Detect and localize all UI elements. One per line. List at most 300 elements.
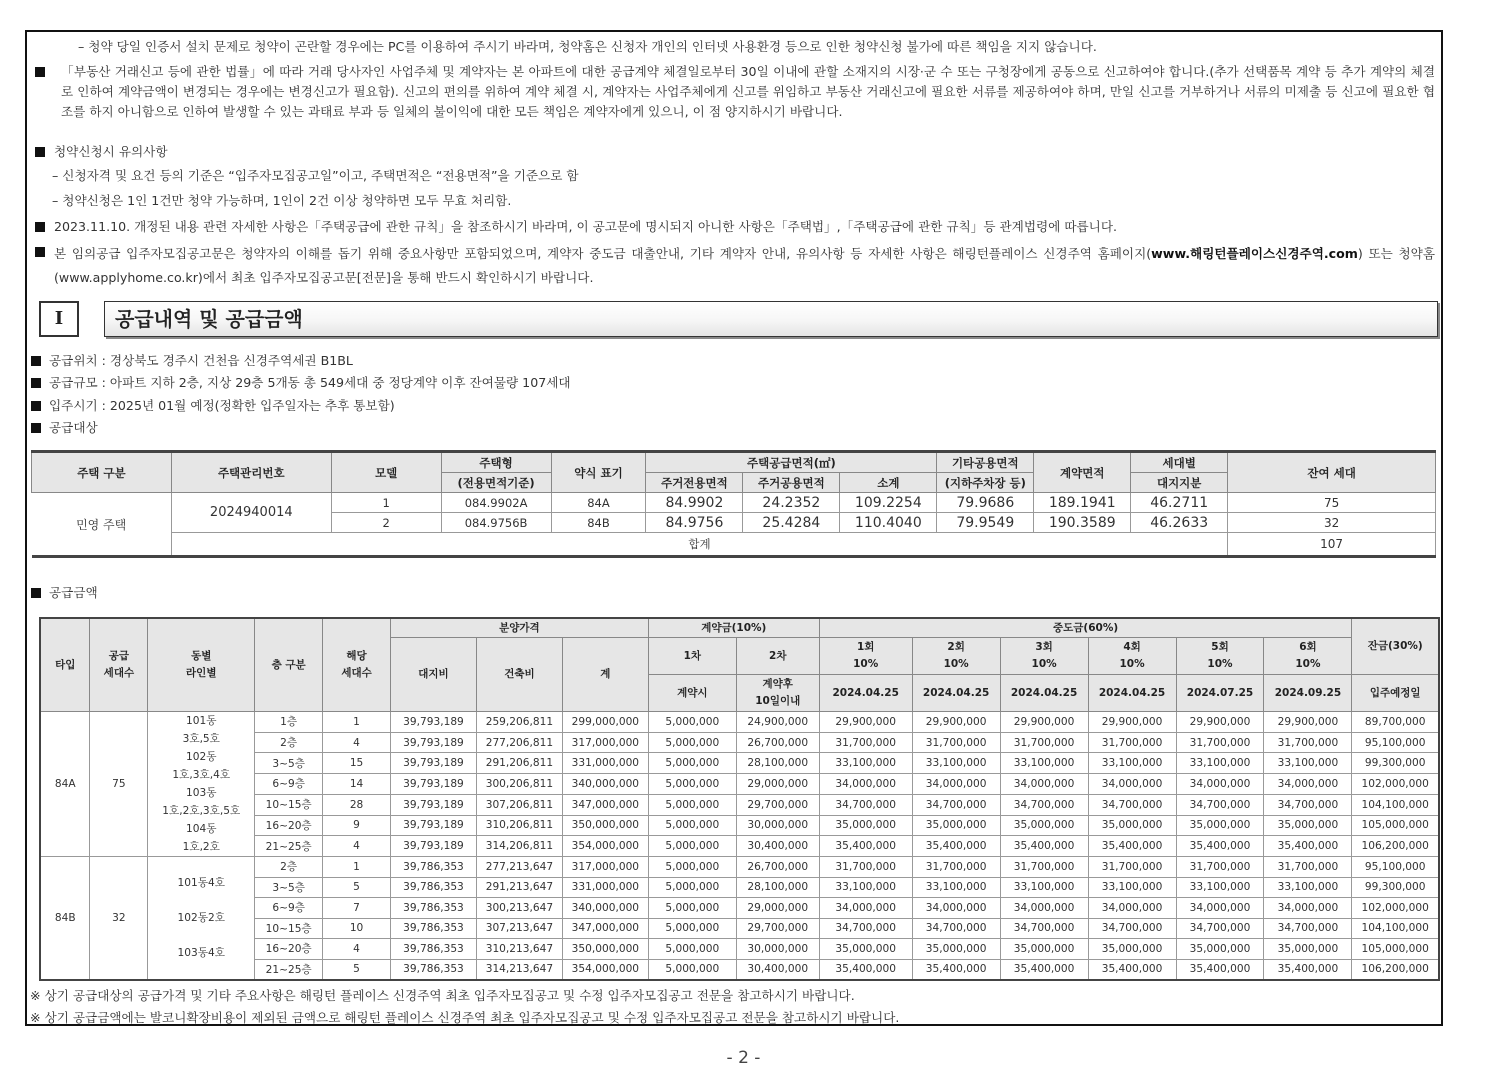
total-row <box>32 533 1436 557</box>
interim-2-cell: 34,000,000 <box>912 774 1000 795</box>
land-cost-cell: 39,793,189 <box>391 774 477 795</box>
interim-4-cell: 34,000,000 <box>1088 774 1176 795</box>
households-cell: 4 <box>323 939 391 960</box>
header-balance-sub: 입주예정일 <box>1352 675 1439 712</box>
total-label: 합계 <box>171 533 1227 557</box>
header-deposit: 계약금(10%) <box>648 618 819 638</box>
interim-3-cell: 35,000,000 <box>1000 815 1088 836</box>
land-cost-cell: 39,786,353 <box>391 939 477 960</box>
bullet-square <box>35 147 45 157</box>
notice-amendment: 2023.11.10. 개정된 내용 관련 자세한 사항은「주택공급에 관한 규칙」을 참조하시기 바라며, 이 공고문에 명시되지 아니한 사항은「주택법」,「주택공급에 관한 규칙」등 관계법령에 따릅니다. <box>54 219 1117 234</box>
balance-cell: 95,100,000 <box>1352 732 1439 753</box>
households-cell: 5 <box>323 959 391 980</box>
lines-cell <box>148 712 255 857</box>
private-area-cell: 84.9902 <box>646 493 743 513</box>
short-cell: 84A <box>551 493 646 513</box>
interim-1-cell: 35,400,000 <box>819 959 912 980</box>
interim-4-cell: 31,700,000 <box>1088 857 1176 878</box>
floor-cell: 16~20층 <box>255 815 323 836</box>
header-sale-price: 분양가격 <box>391 618 649 638</box>
interim-1-cell: 34,700,000 <box>819 918 912 939</box>
interim-4-cell: 31,700,000 <box>1088 732 1176 753</box>
interim-2-cell: 29,900,000 <box>912 712 1000 733</box>
deposit-1-cell: 5,000,000 <box>648 774 736 795</box>
total-price-cell: 317,000,000 <box>562 732 648 753</box>
land-cost-cell: 39,786,353 <box>391 918 477 939</box>
header-line: 동별 라인별 <box>148 618 255 712</box>
total-price-cell: 299,000,000 <box>562 712 648 733</box>
total-value: 107 <box>1228 533 1436 557</box>
interim-6-cell: 34,700,000 <box>1264 918 1352 939</box>
interim-4-cell: 29,900,000 <box>1088 712 1176 733</box>
header-model: 모델 <box>331 452 441 493</box>
floor-cell: 6~9층 <box>255 898 323 919</box>
balance-cell: 106,200,000 <box>1352 836 1439 857</box>
other-common-cell: 79.9549 <box>937 513 1034 533</box>
lines-cell <box>148 857 255 981</box>
interim-1-cell: 33,100,000 <box>819 877 912 898</box>
balance-cell: 104,100,000 <box>1352 794 1439 815</box>
land-cost-cell: 39,786,353 <box>391 857 477 878</box>
total-price-cell: 350,000,000 <box>562 939 648 960</box>
interim-1-cell: 35,400,000 <box>819 836 912 857</box>
line-label: 1호,3호,4호 <box>172 769 231 781</box>
households-cell: 4 <box>323 836 391 857</box>
deposit-1-cell: 5,000,000 <box>648 753 736 774</box>
interim-6-cell: 35,400,000 <box>1264 959 1352 980</box>
interim-2-cell: 34,000,000 <box>912 898 1000 919</box>
deposit-1-cell: 5,000,000 <box>648 959 736 980</box>
total-price-cell: 331,000,000 <box>562 753 648 774</box>
header-interim-6-date: 2024.09.25 <box>1264 675 1352 712</box>
households-cell: 5 <box>323 877 391 898</box>
common-area-cell: 25.4284 <box>743 513 840 533</box>
interim-6-cell: 35,000,000 <box>1264 815 1352 836</box>
land-cost-cell: 39,793,189 <box>391 794 477 815</box>
total-price-cell: 347,000,000 <box>562 794 648 815</box>
deposit-1-cell: 5,000,000 <box>648 794 736 815</box>
building-cost-cell: 314,206,811 <box>476 836 562 857</box>
bullet-square <box>31 401 41 411</box>
land-cost-cell: 39,793,189 <box>391 836 477 857</box>
interim-2-cell: 35,000,000 <box>912 939 1000 960</box>
notice-homepage: 본 임의공급 입주자모집공고문은 청약자의 이해를 돕기 위해 중요사항만 포함되었으며, 계약자 중도금 대출안내, 기타 계약자 안내, 유의사항 등 자세한 사항은 해링턴플레이스 신경주역 홈페이지(www.해링턴플레이스신경주역.com) 또는 청약홈(www.applyhome.co.kr)에서 최초 입주자모집공고문[전문]을 통해 반드시 확인하시기 바랍니다. <box>54 246 1435 285</box>
balance-cell: 102,000,000 <box>1352 898 1439 919</box>
interim-4-cell: 33,100,000 <box>1088 877 1176 898</box>
interim-3-cell: 33,100,000 <box>1000 753 1088 774</box>
short-cell: 84B <box>551 513 646 533</box>
deposit-2-cell: 28,100,000 <box>736 877 819 898</box>
building-cost-cell: 291,213,647 <box>476 877 562 898</box>
interim-1-cell: 34,000,000 <box>819 898 912 919</box>
header-short: 약식 표기 <box>551 452 646 493</box>
house-category: 민영 주택 <box>32 493 172 557</box>
building-cost-cell: 291,206,811 <box>476 753 562 774</box>
supply-table <box>31 450 1436 558</box>
interim-3-cell: 35,400,000 <box>1000 836 1088 857</box>
caution-item-1: – 신청자격 및 요건 등의 기준은 “입주자모집공고일”이고, 주택면적은 “전용면적”을 기준으로 함 <box>52 168 579 183</box>
interim-5-cell: 33,100,000 <box>1176 753 1264 774</box>
header-deposit-1-sub: 계약시 <box>648 675 736 712</box>
mgmt-number: 2024940014 <box>171 493 331 533</box>
total-price-cell: 350,000,000 <box>562 815 648 836</box>
deposit-2-cell: 26,700,000 <box>736 732 819 753</box>
households-cell: 14 <box>323 774 391 795</box>
header-total: 계 <box>562 638 648 712</box>
interim-2-cell: 33,100,000 <box>912 753 1000 774</box>
units-cell: 32 <box>90 857 148 981</box>
footnote-2: ※ 상기 공급금액에는 발코니확장비용이 제외된 금액으로 해링턴 플레이스 신경주역 최초 입주자모집공고 및 수정 입주자모집공고 전문을 참고하시기 바랍니다. <box>30 1010 900 1025</box>
common-area-cell: 24.2352 <box>743 493 840 513</box>
land-share-cell: 46.2711 <box>1131 493 1228 513</box>
interim-1-cell: 35,000,000 <box>819 939 912 960</box>
interim-4-cell: 35,400,000 <box>1088 836 1176 857</box>
line-label: 103동4호 <box>177 947 225 959</box>
interim-2-cell: 34,700,000 <box>912 918 1000 939</box>
balance-cell: 105,000,000 <box>1352 815 1439 836</box>
total-price-cell: 347,000,000 <box>562 918 648 939</box>
notice-certificate: – 청약 당일 인증서 설치 문제로 청약이 곤란할 경우에는 PC를 이용하여 주시기 바라며, 청약홈은 신청자 개인의 인터넷 사용환경 등으로 인한 청약신청 불가에 따른 책임을 지지 않습니다. <box>78 39 1097 54</box>
header-unit-type-sub: (전용면적기준) <box>441 473 551 493</box>
header-units: 공급 세대수 <box>90 618 148 712</box>
header-building-cost: 건축비 <box>476 638 562 712</box>
building-cost-cell: 310,206,811 <box>476 815 562 836</box>
page-number: - 2 - <box>726 1048 761 1068</box>
balance-cell: 95,100,000 <box>1352 857 1439 878</box>
interim-2-cell: 35,400,000 <box>912 836 1000 857</box>
total-price-cell: 354,000,000 <box>562 959 648 980</box>
building-cost-cell: 310,213,647 <box>476 939 562 960</box>
interim-5-cell: 35,400,000 <box>1176 959 1264 980</box>
building-cost-cell: 300,213,647 <box>476 898 562 919</box>
land-cost-cell: 39,793,189 <box>391 753 477 774</box>
line-label: 104동 <box>186 823 217 835</box>
price-title: 공급금액 <box>49 585 98 600</box>
interim-4-cell: 33,100,000 <box>1088 753 1176 774</box>
move-in-date: 입주시기 : 2025년 01월 예정(정확한 입주일자는 추후 통보함) <box>49 398 395 413</box>
interim-6-cell: 34,700,000 <box>1264 794 1352 815</box>
interim-5-cell: 34,000,000 <box>1176 774 1264 795</box>
floor-cell: 3~5층 <box>255 877 323 898</box>
table-row <box>40 712 1439 733</box>
header-area-group: 주택공급면적(㎡) <box>646 452 937 473</box>
interim-1-cell: 31,700,000 <box>819 857 912 878</box>
floor-cell: 21~25층 <box>255 959 323 980</box>
floor-cell: 2층 <box>255 857 323 878</box>
building-cost-cell: 259,206,811 <box>476 712 562 733</box>
land-cost-cell: 39,793,189 <box>391 732 477 753</box>
header-other-common: 기타공용면적 <box>937 452 1034 473</box>
header-house-type: 주택 구분 <box>32 452 172 493</box>
interim-3-cell: 34,000,000 <box>1000 774 1088 795</box>
bullet-square <box>35 67 45 77</box>
contract-area-cell: 190.3589 <box>1034 513 1131 533</box>
households-cell: 4 <box>323 732 391 753</box>
land-share-cell: 46.2633 <box>1131 513 1228 533</box>
interim-5-cell: 31,700,000 <box>1176 732 1264 753</box>
other-common-cell: 79.9686 <box>937 493 1034 513</box>
header-remaining: 잔여 세대 <box>1228 452 1436 493</box>
balance-cell: 99,300,000 <box>1352 753 1439 774</box>
interim-1-cell: 34,000,000 <box>819 774 912 795</box>
header-other-common-sub: (지하주차장 등) <box>937 473 1034 493</box>
header-land-cost: 대지비 <box>391 638 477 712</box>
building-cost-cell: 300,206,811 <box>476 774 562 795</box>
building-cost-cell: 277,213,647 <box>476 857 562 878</box>
subtotal-cell: 109.2254 <box>840 493 937 513</box>
land-cost-cell: 39,786,353 <box>391 898 477 919</box>
total-price-cell: 340,000,000 <box>562 774 648 795</box>
line-label: 102동 <box>186 751 217 763</box>
model-cell: 2 <box>331 513 441 533</box>
deposit-1-cell: 5,000,000 <box>648 918 736 939</box>
interim-3-cell: 34,700,000 <box>1000 794 1088 815</box>
interim-2-cell: 34,700,000 <box>912 794 1000 815</box>
balance-cell: 105,000,000 <box>1352 939 1439 960</box>
remaining-cell: 75 <box>1228 493 1436 513</box>
land-cost-cell: 39,786,353 <box>391 877 477 898</box>
deposit-1-cell: 5,000,000 <box>648 836 736 857</box>
type-cell: 084.9756B <box>441 513 551 533</box>
building-cost-cell: 307,213,647 <box>476 918 562 939</box>
interim-5-cell: 35,000,000 <box>1176 815 1264 836</box>
land-cost-cell: 39,793,189 <box>391 815 477 836</box>
households-cell: 28 <box>323 794 391 815</box>
price-table <box>39 617 1440 981</box>
header-unit-type: 주택형 <box>441 452 551 473</box>
interim-6-cell: 34,000,000 <box>1264 774 1352 795</box>
header-interim-6: 6회 10% <box>1264 638 1352 675</box>
deposit-2-cell: 28,100,000 <box>736 753 819 774</box>
line-label: 101동4호 <box>177 877 225 889</box>
header-interim-5: 5회 10% <box>1176 638 1264 675</box>
interim-4-cell: 35,400,000 <box>1088 959 1176 980</box>
header-deposit-1: 1차 <box>648 638 736 675</box>
balance-cell: 102,000,000 <box>1352 774 1439 795</box>
deposit-1-cell: 5,000,000 <box>648 732 736 753</box>
interim-2-cell: 33,100,000 <box>912 877 1000 898</box>
interim-4-cell: 34,700,000 <box>1088 918 1176 939</box>
floor-cell: 3~5층 <box>255 753 323 774</box>
interim-6-cell: 29,900,000 <box>1264 712 1352 733</box>
households-cell: 10 <box>323 918 391 939</box>
total-price-cell: 354,000,000 <box>562 836 648 857</box>
deposit-2-cell: 30,400,000 <box>736 836 819 857</box>
line-label: 3호,5호 <box>182 733 220 745</box>
interim-5-cell: 35,400,000 <box>1176 836 1264 857</box>
bullet-square <box>31 378 41 388</box>
header-contract-area: 계약면적 <box>1034 452 1131 493</box>
land-cost-cell: 39,786,353 <box>391 959 477 980</box>
model-cell: 1 <box>331 493 441 513</box>
balance-cell: 104,100,000 <box>1352 918 1439 939</box>
interim-5-cell: 34,000,000 <box>1176 898 1264 919</box>
bullet-square <box>35 247 45 257</box>
type-cell: 084.9902A <box>441 493 551 513</box>
floor-cell: 10~15층 <box>255 918 323 939</box>
households-cell: 1 <box>323 712 391 733</box>
households-cell: 9 <box>323 815 391 836</box>
header-interim: 중도금(60%) <box>819 618 1352 638</box>
interim-3-cell: 35,000,000 <box>1000 939 1088 960</box>
caution-item-2: – 청약신청은 1인 1건만 청약 가능하며, 1인이 2건 이상 청약하면 모두 무효 처리함. <box>52 193 512 208</box>
header-common-area: 주거공용면적 <box>743 473 840 493</box>
header-interim-4-date: 2024.04.25 <box>1088 675 1176 712</box>
header-balance: 잔금(30%) <box>1352 618 1439 675</box>
line-label: 1호,2호,3호,5호 <box>162 805 241 817</box>
deposit-2-cell: 30,000,000 <box>736 815 819 836</box>
remaining-cell: 32 <box>1228 513 1436 533</box>
caution-title: 청약신청시 유의사항 <box>54 144 168 159</box>
deposit-2-cell: 26,700,000 <box>736 857 819 878</box>
footnote-1: ※ 상기 공급대상의 공급가격 및 기타 주요사항은 해링턴 플레이스 신경주역 최초 입주자모집공고 및 수정 입주자모집공고 전문을 참고하시기 바랍니다. <box>30 988 855 1003</box>
deposit-2-cell: 30,000,000 <box>736 939 819 960</box>
interim-2-cell: 31,700,000 <box>912 732 1000 753</box>
interim-1-cell: 34,700,000 <box>819 794 912 815</box>
header-interim-2-date: 2024.04.25 <box>912 675 1000 712</box>
header-deposit-2-sub: 계약후 10일이내 <box>736 675 819 712</box>
supply-scale: 공급규모 : 아파트 지하 2층, 지상 29층 5개동 총 549세대 중 정당계약 이후 잔여물량 107세대 <box>49 375 571 390</box>
header-households: 해당 세대수 <box>323 618 391 712</box>
deposit-1-cell: 5,000,000 <box>648 898 736 919</box>
land-cost-cell: 39,793,189 <box>391 712 477 733</box>
balance-cell: 89,700,000 <box>1352 712 1439 733</box>
bullet-square <box>31 356 41 366</box>
line-label: 1호,2호 <box>182 841 220 853</box>
building-cost-cell: 277,206,811 <box>476 732 562 753</box>
interim-4-cell: 34,700,000 <box>1088 794 1176 815</box>
contract-area-cell: 189.1941 <box>1034 493 1131 513</box>
header-private-area: 주거전용면적 <box>646 473 743 493</box>
building-cost-cell: 314,213,647 <box>476 959 562 980</box>
interim-6-cell: 33,100,000 <box>1264 877 1352 898</box>
header-interim-3-date: 2024.04.25 <box>1000 675 1088 712</box>
deposit-2-cell: 29,000,000 <box>736 774 819 795</box>
interim-3-cell: 35,400,000 <box>1000 959 1088 980</box>
section-number: I <box>39 301 79 337</box>
deposit-1-cell: 5,000,000 <box>648 939 736 960</box>
interim-1-cell: 33,100,000 <box>819 753 912 774</box>
notice-real-estate-report: 「부동산 거래신고 등에 관한 법률」에 따라 거래 당사자인 사업주체 및 계약자는 본 아파트에 대한 공급계약 체결일로부터 30일 이내에 관할 소재지의 시장·군 수 또는 구청장에게 공동으로 신고하여야 합니다.(추가 선택품목 계약 등 추가 계약의 체결로 인하여 계약금액이 변경되는 경우에는 변경신고가 필요함). 신고의 편의를 위하여 계약 체결 시, 계약자는 사업주체에게 신고를 위임하고 부동산 거래신고에 필요한 서류를 제공하여야 하며, 만일 신고를 거부하거나 서류의 미제출 등 신고에 필요한 협조를 하지 아니함으로 인하여 발생할 수 있는 과태료 부과 등 일체의 불이익에 대한 모든 책임은 계약자에게 있으니, 이 점 양지하시기 바랍니다. <box>61 64 1435 119</box>
header-subtotal: 소계 <box>840 473 937 493</box>
header-land-share: 세대별 <box>1131 452 1228 473</box>
supply-location: 공급위치 : 경상북도 경주시 건천읍 신경주역세권 B1BL <box>49 353 353 368</box>
deposit-1-cell: 5,000,000 <box>648 815 736 836</box>
deposit-2-cell: 24,900,000 <box>736 712 819 733</box>
floor-cell: 16~20층 <box>255 939 323 960</box>
deposit-2-cell: 29,700,000 <box>736 794 819 815</box>
interim-3-cell: 34,000,000 <box>1000 898 1088 919</box>
bullet-square <box>31 423 41 433</box>
floor-cell: 10~15층 <box>255 794 323 815</box>
interim-6-cell: 35,000,000 <box>1264 939 1352 960</box>
interim-6-cell: 31,700,000 <box>1264 732 1352 753</box>
interim-4-cell: 35,000,000 <box>1088 815 1176 836</box>
private-area-cell: 84.9756 <box>646 513 743 533</box>
type-cell: 84A <box>40 712 90 857</box>
deposit-2-cell: 29,000,000 <box>736 898 819 919</box>
interim-3-cell: 33,100,000 <box>1000 877 1088 898</box>
line-label: 103동 <box>186 787 217 799</box>
deposit-2-cell: 29,700,000 <box>736 918 819 939</box>
deposit-1-cell: 5,000,000 <box>648 857 736 878</box>
interim-5-cell: 29,900,000 <box>1176 712 1264 733</box>
interim-2-cell: 35,400,000 <box>912 959 1000 980</box>
total-price-cell: 331,000,000 <box>562 877 648 898</box>
bullet-square <box>35 222 45 232</box>
floor-cell: 2층 <box>255 732 323 753</box>
header-deposit-2: 2차 <box>736 638 819 675</box>
bullet-square <box>31 588 41 598</box>
total-price-cell: 317,000,000 <box>562 857 648 878</box>
deposit-1-cell: 5,000,000 <box>648 712 736 733</box>
header-mgmt-no: 주택관리번호 <box>171 452 331 493</box>
deposit-1-cell: 5,000,000 <box>648 877 736 898</box>
interim-3-cell: 31,700,000 <box>1000 732 1088 753</box>
interim-6-cell: 35,400,000 <box>1264 836 1352 857</box>
header-land-share-sub: 대지지분 <box>1131 473 1228 493</box>
header-interim-2: 2회 10% <box>912 638 1000 675</box>
table-row <box>32 493 1436 513</box>
interim-6-cell: 34,000,000 <box>1264 898 1352 919</box>
deposit-2-cell: 30,400,000 <box>736 959 819 980</box>
price-table-body <box>40 712 1439 981</box>
floor-cell: 1층 <box>255 712 323 733</box>
interim-3-cell: 29,900,000 <box>1000 712 1088 733</box>
interim-2-cell: 35,000,000 <box>912 815 1000 836</box>
section-title: 공급내역 및 공급금액 <box>104 301 1438 337</box>
interim-1-cell: 31,700,000 <box>819 732 912 753</box>
building-cost-cell: 307,206,811 <box>476 794 562 815</box>
table-row <box>40 857 1439 878</box>
interim-5-cell: 35,000,000 <box>1176 939 1264 960</box>
homepage-link[interactable]: www.해링턴플레이스신경주역.com <box>1151 246 1358 261</box>
interim-5-cell: 33,100,000 <box>1176 877 1264 898</box>
line-label: 102동2호 <box>177 912 225 924</box>
households-cell: 1 <box>323 857 391 878</box>
interim-1-cell: 35,000,000 <box>819 815 912 836</box>
floor-cell: 21~25층 <box>255 836 323 857</box>
interim-6-cell: 33,100,000 <box>1264 753 1352 774</box>
interim-4-cell: 34,000,000 <box>1088 898 1176 919</box>
header-interim-1: 1회 10% <box>819 638 912 675</box>
interim-5-cell: 34,700,000 <box>1176 794 1264 815</box>
subtotal-cell: 110.4040 <box>840 513 937 533</box>
interim-3-cell: 34,700,000 <box>1000 918 1088 939</box>
interim-3-cell: 31,700,000 <box>1000 857 1088 878</box>
households-cell: 15 <box>323 753 391 774</box>
total-price-cell: 340,000,000 <box>562 898 648 919</box>
interim-2-cell: 31,700,000 <box>912 857 1000 878</box>
header-interim-5-date: 2024.07.25 <box>1176 675 1264 712</box>
balance-cell: 106,200,000 <box>1352 959 1439 980</box>
interim-5-cell: 31,700,000 <box>1176 857 1264 878</box>
header-interim-1-date: 2024.04.25 <box>819 675 912 712</box>
header-interim-3: 3회 10% <box>1000 638 1088 675</box>
balance-cell: 99,300,000 <box>1352 877 1439 898</box>
interim-5-cell: 34,700,000 <box>1176 918 1264 939</box>
header-interim-4: 4회 10% <box>1088 638 1176 675</box>
interim-4-cell: 35,000,000 <box>1088 939 1176 960</box>
header-floor: 층 구분 <box>255 618 323 712</box>
supply-target-title: 공급대상 <box>49 420 98 435</box>
floor-cell: 6~9층 <box>255 774 323 795</box>
line-label: 101동 <box>186 715 217 727</box>
type-cell: 84B <box>40 857 90 981</box>
interim-1-cell: 29,900,000 <box>819 712 912 733</box>
interim-6-cell: 31,700,000 <box>1264 857 1352 878</box>
header-type: 타입 <box>40 618 90 712</box>
